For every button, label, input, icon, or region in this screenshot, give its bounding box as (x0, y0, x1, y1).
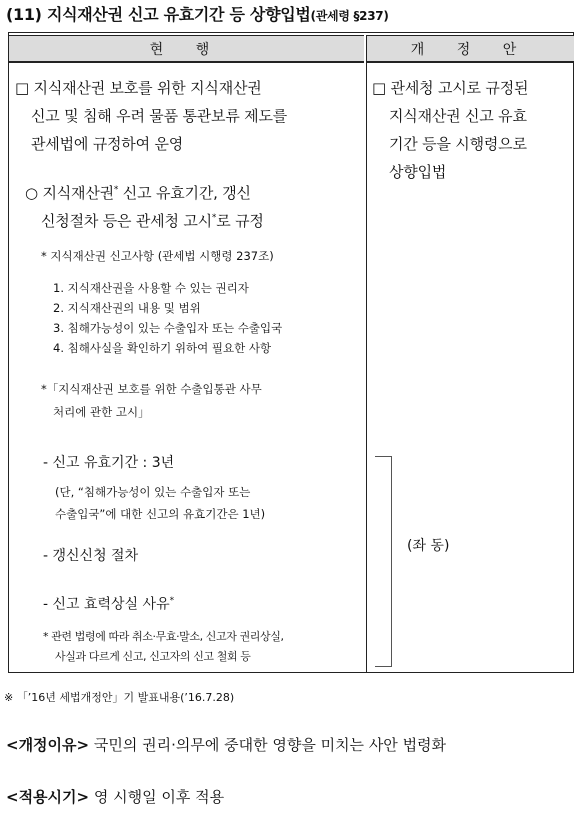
note-notice-2: 처리에 관한 고시」 (53, 405, 150, 419)
effective-date-label: <적용시기> (6, 788, 90, 806)
revision-reason-label: <개정이유> (6, 736, 90, 754)
effective-date-text: 영 시행일 이후 적용 (89, 788, 225, 806)
note-loss-1: * 관련 법령에 따라 취소·무효·말소, 신고자 권리상실, (43, 630, 284, 643)
header-current: 현 행 (9, 35, 364, 63)
validity-note-1: (단, “침해가능성이 있는 수출입자 또는 (55, 485, 251, 499)
current-circle-line1: ○ 지식재산권* 신고 유효기간, 갱신 (25, 184, 251, 202)
revision-reason (6, 734, 446, 755)
validity-note-2: 수출입국”에 대한 신고의 유효기간은 1년) (55, 507, 266, 521)
proposed-line-1: □ 관세청 고시로 규정된 (372, 79, 529, 97)
proposed-line-4: 상향입법 (389, 163, 447, 181)
column-divider (366, 35, 367, 672)
same-as-left-bracket (375, 456, 392, 667)
loss-reasons: - 신고 효력상실 사유* (43, 596, 175, 613)
current-intro-2: 신고 및 침해 우려 물품 통관보류 제도를 (31, 107, 288, 125)
revision-reason-text: 국민의 권리·의무에 중대한 영향을 미치는 사안 법령화 (89, 736, 447, 754)
section-title-main: (11) 지식재산권 신고 유효기간 등 상향입법 (6, 5, 311, 24)
footnote: ※ 「’16년 세법개정안」기 발표내용(’16.7.28) (4, 691, 235, 704)
current-circle-line2: 신청절차 등은 관세청 고시*로 규정 (41, 212, 264, 230)
proposed-line-3: 기간 등을 시행령으로 (389, 135, 527, 153)
section-title-ref: (관세령 §237) (310, 9, 389, 23)
header-proposed: 개 정 안 (366, 35, 574, 63)
current-intro-3: 관세법에 규정하여 운영 (31, 135, 184, 153)
current-intro-1: □ 지식재산권 보호를 위한 지식재산권 (15, 79, 262, 97)
same-as-left-label: (좌 동) (407, 538, 450, 554)
validity-period: - 신고 유효기간 : 3년 (43, 455, 175, 471)
note-ip-items: * 지식재산권 신고사항 (관세법 시행령 237조) (41, 249, 274, 263)
numbered-item-3: 3. 침해가능성이 있는 수출입자 또는 수출입국 (53, 321, 283, 335)
renewal-procedure: - 갱신신청 절차 (43, 548, 139, 564)
numbered-item-2: 2. 지식재산권의 내용 및 범위 (53, 301, 201, 315)
numbered-item-1: 1. 지식재산권을 사용할 수 있는 권리자 (53, 281, 249, 295)
effective-date (6, 786, 224, 807)
section-title (6, 2, 389, 25)
comparison-table (8, 32, 574, 673)
note-loss-2: 사실과 다르게 신고, 신고자의 신고 철회 등 (55, 650, 251, 663)
proposed-line-2: 지식재산권 신고 유효 (389, 107, 527, 125)
note-notice-1: *「지식재산권 보호를 위한 수출입통관 사무 (41, 382, 262, 396)
numbered-item-4: 4. 침해사실을 확인하기 위하여 필요한 사항 (53, 341, 272, 355)
